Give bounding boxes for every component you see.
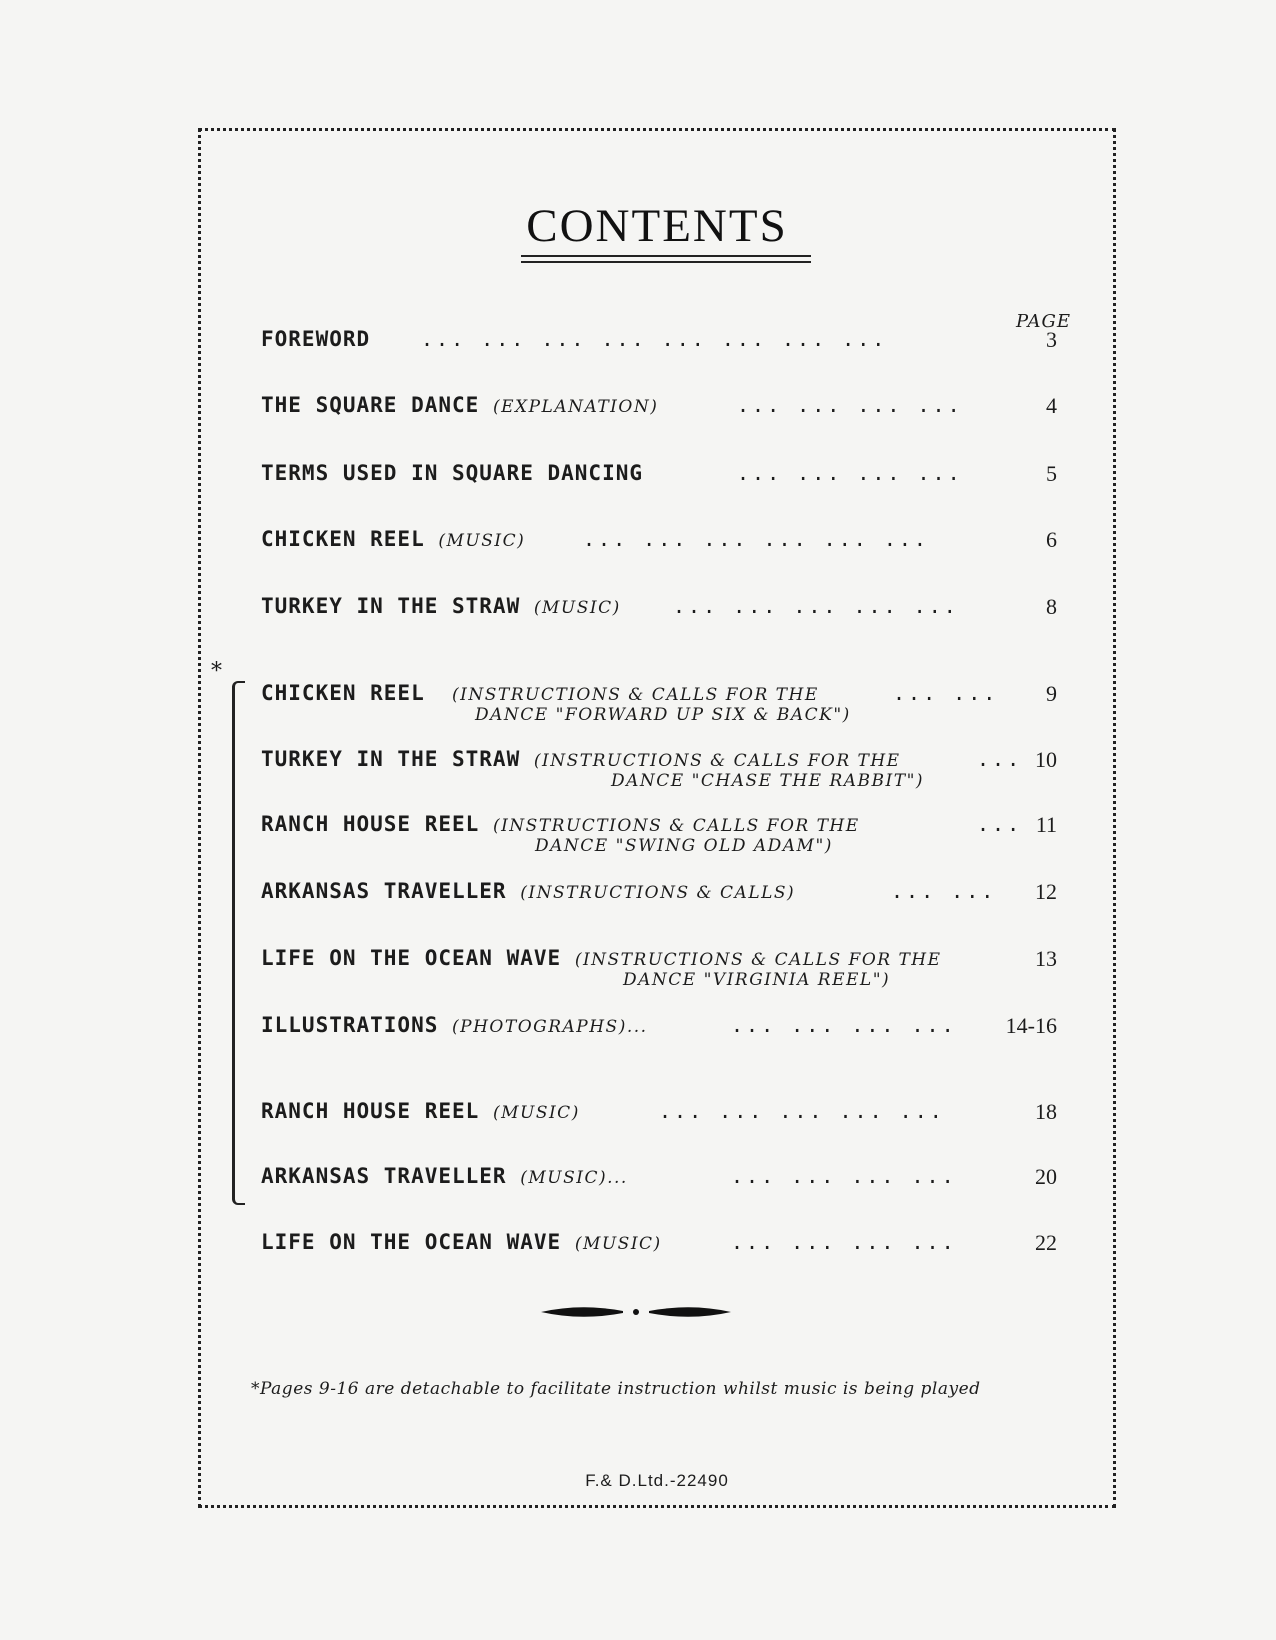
entry-title: THE SQUARE DANCE (EXPLANATION): [261, 393, 659, 417]
dot-leader: ... ... ... ... ...: [673, 594, 959, 618]
dot-leader: ... ... ... ... ...: [659, 1099, 945, 1123]
entry-title: ARKANSAS TRAVELLER (INSTRUCTIONS & CALLS): [261, 879, 796, 903]
dot-leader: ...: [977, 747, 1023, 771]
page-title: CONTENTS: [526, 200, 788, 252]
page-number: 12: [1035, 879, 1057, 904]
page-number: 18: [1035, 1099, 1057, 1124]
entry-title: CHICKEN REEL (MUSIC): [261, 527, 526, 551]
entry-note: (INSTRUCTIONS & CALLS FOR THE: [452, 685, 819, 705]
page-number: 10: [1035, 747, 1057, 772]
ornament-divider: [541, 1299, 731, 1325]
title-underline-second: [521, 261, 811, 263]
entry-title: RANCH HOUSE REEL (INSTRUCTIONS & CALLS FOR THE: [261, 812, 860, 836]
entry-note: (MUSIC): [438, 531, 526, 551]
dot-leader: ... ... ... ... ... ...: [583, 527, 929, 551]
entry-title: LIFE ON THE OCEAN WAVE (INSTRUCTIONS & CALLS FOR THE: [261, 946, 942, 970]
toc-entry-arkansas-instructions: [261, 879, 1057, 915]
entry-note: (INSTRUCTIONS & CALLS FOR THE: [533, 751, 901, 771]
toc-entry-foreword: [261, 327, 1057, 363]
toc-entry-terms: [261, 461, 1057, 497]
toc-entry-chicken-reel-music: [261, 527, 1057, 563]
toc-entry-ocean-wave-music: [261, 1230, 1057, 1266]
entry-note-continued: DANCE "CHASE THE RABBIT"): [611, 771, 925, 791]
page-number: 3: [1046, 327, 1057, 352]
entry-note-continued: DANCE "SWING OLD ADAM"): [535, 836, 833, 856]
entry-title: TURKEY IN THE STRAW (MUSIC): [261, 594, 621, 618]
printer-code: F.& D.Ltd.-22490: [585, 1471, 729, 1490]
title-underline: [521, 255, 811, 257]
toc-entry-ocean-wave-instructions: [261, 946, 1057, 990]
entry-title: LIFE ON THE OCEAN WAVE (MUSIC): [261, 1230, 662, 1254]
entry-note: (MUSIC): [574, 1234, 662, 1254]
dot-leader: ... ... ... ... ... ... ... ...: [421, 327, 888, 351]
entry-title: RANCH HOUSE REEL (MUSIC): [261, 1099, 580, 1123]
toc-entry-ranch-house-instructions: [261, 812, 1057, 856]
footnote: *Pages 9-16 are detachable to facilitate instruction whilst music is being played: [251, 1379, 981, 1399]
entry-title: ARKANSAS TRAVELLER (MUSIC)...: [261, 1164, 628, 1188]
entry-note: (INSTRUCTIONS & CALLS): [520, 883, 796, 903]
entry-title: ILLUSTRATIONS (PHOTOGRAPHS)...: [261, 1013, 648, 1037]
toc-entry-arkansas-music: [261, 1164, 1057, 1200]
dot-leader: ... ... ... ...: [737, 461, 963, 485]
entry-note: (PHOTOGRAPHS)...: [452, 1017, 648, 1037]
dot-leader: ... ...: [891, 879, 997, 903]
entry-note-continued: DANCE "FORWARD UP SIX & BACK"): [475, 705, 851, 725]
page-number: 4: [1046, 393, 1057, 418]
dot-leader: ...: [977, 812, 1023, 836]
toc-entry-illustrations: [261, 1013, 1057, 1049]
entry-title: CHICKEN REEL (INSTRUCTIONS & CALLS FOR THE: [261, 681, 819, 705]
page-number: 8: [1046, 594, 1057, 619]
dot-leader: ... ... ... ...: [731, 1013, 957, 1037]
page-number: 6: [1046, 527, 1057, 552]
dot-leader: ... ... ... ...: [737, 393, 963, 417]
page-number: 5: [1046, 461, 1057, 486]
detachable-marker: *: [211, 659, 222, 684]
toc-entry-turkey-instructions: [261, 747, 1057, 791]
dot-leader: ... ... ... ...: [731, 1164, 957, 1188]
entry-note-continued: DANCE "VIRGINIA REEL"): [623, 970, 891, 990]
page-number: 22: [1035, 1230, 1057, 1255]
page-number: 14-16: [1005, 1013, 1057, 1038]
toc-entry-chicken-reel-instructions: [261, 681, 1057, 725]
dot-leader: ... ... ... ...: [731, 1230, 957, 1254]
page-number: 9: [1046, 681, 1057, 706]
detachable-bracket: [232, 681, 245, 1205]
entry-note: (MUSIC): [492, 1103, 580, 1123]
page-number: 13: [1035, 946, 1057, 971]
entry-title: TERMS USED IN SQUARE DANCING: [261, 461, 644, 485]
entry-note: (INSTRUCTIONS & CALLS FOR THE: [492, 816, 860, 836]
entry-note: (INSTRUCTIONS & CALLS FOR THE: [574, 950, 942, 970]
dot-leader: ... ...: [893, 681, 999, 705]
entry-title: FOREWORD: [261, 327, 371, 351]
page-number: 11: [1035, 812, 1057, 837]
page-number: 20: [1035, 1164, 1057, 1189]
toc-entry-ranch-house-music: [261, 1099, 1057, 1135]
entry-note: (MUSIC): [533, 598, 621, 618]
page-column-label: PAGE: [1016, 311, 1071, 332]
contents-frame: [198, 128, 1116, 1508]
toc-entry-square-dance: [261, 393, 1057, 429]
entry-note: (EXPLANATION): [492, 397, 659, 417]
entry-title: TURKEY IN THE STRAW (INSTRUCTIONS & CALLS FOR THE: [261, 747, 901, 771]
toc-entry-turkey-music: [261, 594, 1057, 630]
entry-note: (MUSIC)...: [520, 1168, 628, 1188]
